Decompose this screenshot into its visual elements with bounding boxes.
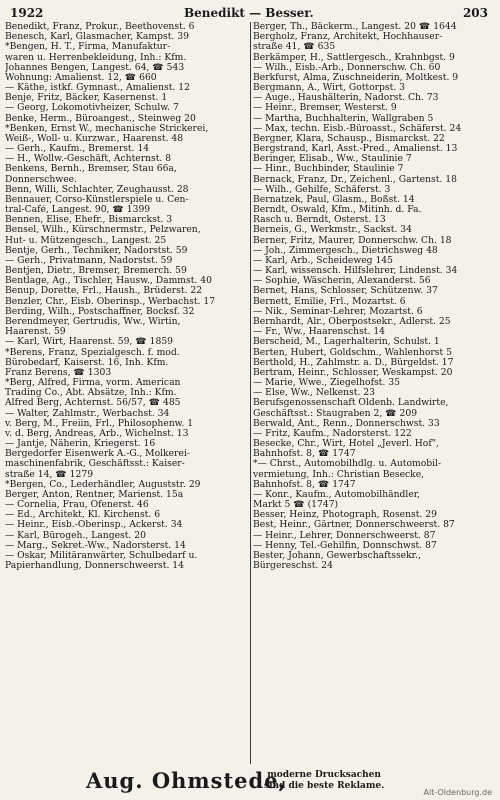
directory-entry-line: *— Chrst., Automobilhdlg. u. Automobil-	[253, 459, 442, 470]
directory-entry-line: Benzler, Chr., Eisb. Oberinsp., Werbachst. 17	[5, 296, 216, 307]
directory-entry-line: — Henny, Tel.-Gehilfin, Donnschwst. 87	[253, 540, 437, 551]
directory-entry-line: — Gerh., Privatmann, Nadorstst. 59	[5, 255, 173, 266]
directory-entry-line: — Heinr., Eisb.-Oberinsp., Ackerst. 34	[5, 520, 183, 531]
left-column	[5, 22, 251, 571]
directory-entry-line: v. d. Berg, Andreas, Arb., Wichelnst. 13	[5, 428, 189, 439]
directory-entry-line: Berneis, G., Werkmstr., Sackst. 34	[253, 225, 412, 236]
directory-entry-line: *Benken, Ernst W., mechanische Strickerei,	[5, 123, 209, 134]
column-divider	[250, 22, 251, 764]
directory-entry-line: Alfred Berg, Achternst. 56/57, ☎ 485	[5, 398, 181, 409]
directory-entry-line: — Heinr., Bremser, Westerst. 9	[253, 103, 397, 114]
directory-entry-line: Trading Co., Abt. Absätze, Inh.: Kfm.	[5, 388, 177, 399]
directory-entry-line: maschinenfabrik, Geschäftsst.: Kaiser-	[5, 459, 185, 470]
directory-entry-line: Berner, Fritz, Maurer, Donnerschw. Ch. 18	[253, 235, 452, 246]
directory-entry-line: Bergner, Klara, Schausp., Bismarckst. 22	[253, 133, 445, 144]
directory-entry-line: Berkfurst, Alma, Zuschneiderin, Moltkest. 9	[253, 72, 459, 83]
directory-entry-line: — Walter, Zahlmstr., Werbachst. 34	[5, 408, 170, 419]
directory-entry-line: Bergstrand, Karl, Asst.-Pred., Amalienst. 13	[253, 144, 458, 155]
directory-entry-line: Benkens, Bernh., Bremser, Stau 66a,	[5, 164, 177, 175]
directory-entry-line: — Käthe, istkf. Gymnast., Amalienst. 12	[5, 83, 190, 94]
directory-entry-line: — Sophie, Wäscherin, Alexanderst. 56	[253, 276, 431, 287]
directory-entry-line: Bergedorfer Eisenwerk A.-G., Molkerei-	[5, 449, 190, 460]
directory-entry-line: Berufsgenossenschaft Oldenb. Landwirte,	[253, 398, 449, 409]
directory-entry-line: Bürgereschst. 24	[253, 561, 333, 572]
directory-entry-line: Wohnung: Amalienst. 12, ☎ 660	[5, 72, 157, 83]
directory-entry-line: — Jantje, Näherin, Kriegerst. 16	[5, 439, 156, 450]
directory-entry-line: — Wilh., Eisb.-Arb., Donnerschw. Ch. 60	[253, 62, 441, 73]
directory-entry-line: Bentjen, Dietr., Bremser, Bremerch. 59	[5, 266, 187, 277]
directory-entry-line: Haarenst. 59	[5, 327, 66, 338]
directory-entry-line: — Karl, wissensch. Hilfslehrer, Lindenst. 34	[253, 266, 458, 277]
directory-entry-line: straße 41, ☎ 635	[253, 42, 336, 53]
directory-entry-line: Berten, Hubert, Goldschm., Wahlenhorst 5	[253, 347, 452, 358]
directory-entry-line: — Cornelia, Frau, Ofenerst. 46	[5, 500, 149, 511]
directory-entry-line: Benke, Herm., Büroangest., Steinweg 20	[5, 113, 196, 124]
directory-entry-line: — Karl, Arb., Scheideweg 145	[253, 255, 393, 266]
directory-entry-line: Bürobedarf, Kaiserst. 16, Inh. Kfm.	[5, 357, 169, 368]
directory-entry-line: — Ed., Architekt, Kl. Kirchenst. 6	[5, 510, 161, 521]
directory-entry-line: Bester, Johann, Gewerbschaftssekr.,	[253, 550, 421, 561]
directory-entry-line: Donnerschwee.	[5, 174, 77, 185]
directory-entry-line: Benje, Fritz, Bäcker, Kasernenst. 1	[5, 93, 168, 104]
directory-entry-line: Bernhardt, Alr., Oberpostsekr., Adlerst. 25	[253, 316, 451, 327]
directory-entry-line: Bensel, Wilh., Kürschnermstr., Pelzwaren,	[5, 225, 201, 236]
directory-entry-line: Geschäftsst.: Staugraben 2, ☎ 209	[253, 408, 418, 419]
directory-entry-line: Best, Heinr., Gärtner, Donnerschweerst. 87	[253, 520, 455, 531]
advert-tagline	[264, 770, 384, 792]
directory-entry-line: Besser, Heinz, Photograph, Rosenst. 29	[253, 510, 437, 521]
header-page-number: 203	[462, 6, 488, 20]
directory-entry-line: Berger, Anton, Rentner, Marienst. 15a	[5, 489, 184, 500]
directory-entry-line: — Else, Ww., Nelkenst. 23	[253, 388, 375, 399]
directory-entry-line: — Marg., Sekret.-Ww., Nadorsterst. 14	[5, 540, 186, 551]
directory-entry-line: — H., Wollw.-Geschäft, Achternst. 8	[5, 154, 172, 165]
directory-entry-line: — Wilh., Gehilfe, Schäferst. 3	[253, 184, 391, 195]
directory-entry-line: Bernatzek, Paul, Glasm., Boßst. 14	[253, 194, 415, 205]
directory-entry-line: — Auge., Haushälterin, Nadorst. Ch. 73	[253, 93, 439, 104]
directory-entry-line: Berwald, Ant., Renn., Donnerschwst. 33	[253, 418, 440, 429]
directory-entry-line: Bennauer, Corso-Künstlerspiele u. Cen-	[5, 194, 189, 205]
directory-entry-line: v. Berg, M., Freiin, Frl., Philosophenw. 1	[5, 418, 194, 429]
directory-entry-line: waren u. Herrenbekleidung, Inh.: Kfm.	[5, 52, 187, 63]
directory-entry-line: — Marie, Wwe., Ziegelhofst. 35	[253, 378, 400, 389]
directory-entry-line: Markt 5 ☎ (1747)	[253, 500, 339, 511]
directory-entry-line: — Oskar, Militäranwärter, Schulbedarf u.	[5, 550, 198, 561]
header-title: Benedikt — Besser.	[184, 6, 314, 20]
directory-entry-line: Berding, Wilh., Postschaffner, Bocksf. 32	[5, 306, 195, 317]
directory-entry-line: Benedikt, Franz, Prokur., Beethovenst. 6	[5, 22, 195, 32]
directory-entry-line: *Bengen, H. T., Firma, Manufaktur-	[5, 42, 171, 53]
directory-entry-line: Bergholz, Franz, Architekt, Hochhauser-	[253, 32, 443, 43]
directory-entry-line: Bernett, Emilie, Frl., Mozartst. 6	[253, 296, 406, 307]
directory-entry-line: vermietung, Inh.: Christian Besecke,	[253, 469, 425, 480]
directory-entry-line: — Fritz, Kaufm., Nadorsterst. 122	[253, 428, 412, 439]
directory-entry-line: Berger, Th., Bäckerm., Langest. 20 ☎ 1644	[253, 22, 457, 32]
page-header	[0, 6, 500, 22]
directory-entry-line: Berndt, Oswald, Kfm., Mitinh. d. Fa.	[253, 205, 422, 216]
directory-entry-line: — Fr., Ww., Haarenschst. 14	[253, 327, 386, 338]
advert-name: Aug. Ohmstede,	[86, 768, 287, 793]
directory-entry-line: *Bergen, Co., Lederhändler, Auguststr. 29	[5, 479, 201, 490]
directory-entry-line: — Karl, Bürogeh., Langest. 20	[5, 530, 146, 541]
directory-entry-line: Bahnhofst. 8, ☎ 1747	[253, 479, 356, 490]
directory-entry-line: Berkämper, H., Sattlergesch., Krahnbgst. 9	[253, 52, 455, 63]
directory-entry-line: Berscheid, M., Lagerhalterin, Schulst. 1	[253, 337, 440, 348]
directory-entry-line: — Karl, Wirt, Haarenst. 59, ☎ 1859	[5, 337, 174, 348]
directory-entry-line: — Joh., Zimmergesch., Dietrichsweg 48	[253, 245, 438, 256]
directory-entry-line: Benn, Willi, Schlachter, Zeughausst. 28	[5, 184, 189, 195]
watermark: Alt-Oldenburg.de	[423, 788, 492, 797]
directory-entry-line: Rasch u. Berndt, Osterst. 13	[253, 215, 386, 226]
directory-entry-line: Benesch, Karl, Glasmacher, Kampst. 39	[5, 32, 189, 43]
right-column	[253, 22, 497, 571]
header-year: 1922	[10, 6, 44, 20]
directory-entry-line: Franz Berens, ☎ 1303	[5, 367, 112, 378]
directory-entry-line: Bertram, Heinr., Schlosser, Weskampst. 20	[253, 367, 453, 378]
directory-entry-line: — Heinr., Lehrer, Donnerschweerst. 87	[253, 530, 436, 541]
directory-entry-line: straße 14, ☎ 1279	[5, 469, 94, 480]
directory-entry-line: tral-Café, Langest. 90, ☎ 1399	[5, 205, 151, 216]
directory-entry-line: Berthold, H., Zahlmstr. a. D., Bürgeldst. 17	[253, 357, 454, 368]
advert-line-2: sind die beste Reklame.	[264, 781, 385, 791]
directory-entry-line: Benup, Dorette, Frl., Haush., Brüderst. 22	[5, 286, 203, 297]
directory-entry-line: — Konr., Kaufm., Automobilhändler,	[253, 489, 421, 500]
directory-entry-line: Bergmann, A., Wirt, Gottorpst. 3	[253, 83, 406, 94]
directory-entry-line: — Max, techn. Eisb.-Büroasst., Schäferst. 24	[253, 123, 462, 134]
directory-entry-line: Bentje, Gerh., Techniker, Nadorstst. 59	[5, 245, 188, 256]
directory-entry-line: — Georg, Lokomotivheizer, Schulw. 7	[5, 103, 179, 114]
directory-entry-line: Papierhandlung, Donnerschweerst. 14	[5, 561, 184, 572]
directory-entry-line: — Nik., Seminar-Lehrer, Mozartst. 6	[253, 306, 423, 317]
directory-entry-line: Bernack, Franz, Dr., Zeichenl., Gartenst. 18	[253, 174, 457, 185]
directory-entry-line: Bentlage, Ag., Tischler, Hausw., Dammst. 40	[5, 276, 212, 287]
directory-entry-line: Bernet, Hans, Schlosser, Schützenw. 37	[253, 286, 438, 297]
directory-entry-line: Weiß-, Woll- u. Kurzwar., Haarenst. 48	[5, 133, 184, 144]
directory-entry-line: Beringer, Elisab., Ww., Staulinie 7	[253, 154, 412, 165]
directory-entry-line: Berendmeyer, Gertrudis, Ww., Wirtin,	[5, 316, 181, 327]
advert-line-1: moderne Drucksachen	[267, 770, 381, 780]
directory-entry-line: Bahnhofst. 8, ☎ 1747	[253, 449, 356, 460]
directory-entry-line: Hut- u. Mützengesch., Langest. 25	[5, 235, 167, 246]
directory-entry-line: — Martha, Buchhalterin, Wallgraben 5	[253, 113, 434, 124]
directory-entry-line: — Hinr., Buchbinder, Staulinie 7	[253, 164, 404, 175]
directory-entry-line: Bennen, Elise, Ehefr., Bismarckst. 3	[5, 215, 173, 226]
directory-entry-line: Johannes Bengen, Langest. 64, ☎ 543	[5, 62, 185, 73]
footer-advert	[8, 766, 496, 800]
directory-entry-line: — Gerh., Kaufm., Bremerst. 14	[5, 144, 150, 155]
directory-entry-line: *Berg, Alfred, Firma, vorm. American	[5, 378, 181, 389]
directory-entry-line: *Berens, Franz, Spezialgesch. f. mod.	[5, 347, 180, 358]
directory-entry-line: Besecke, Chr., Wirt, Hotel „Jeverl. Hof",	[253, 439, 439, 450]
